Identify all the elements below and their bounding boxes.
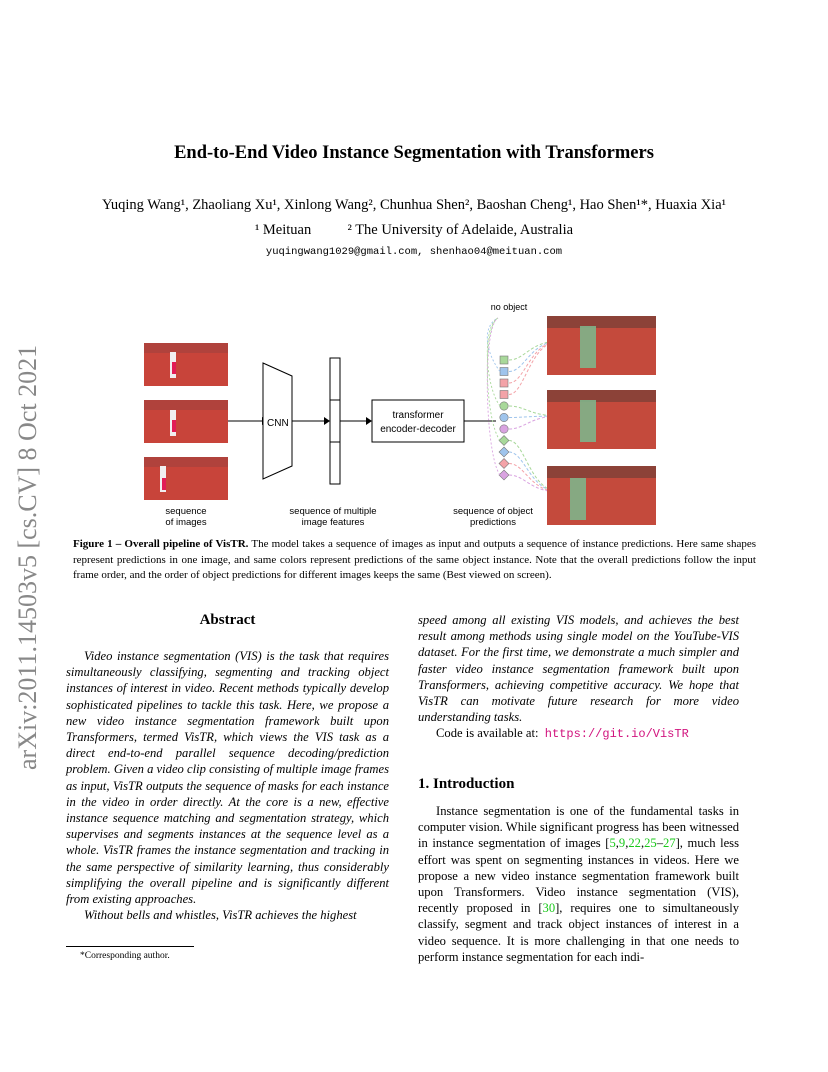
intro-text-1: Instance segmentation is one of the fundamental tasks in computer vision. While significant progress has been witnessed in instance segmentation of images [ xyxy=(418,804,739,851)
prediction-marker xyxy=(500,391,508,399)
abstract-paragraph-2-cont: speed among all existing VIS models, and achieves the best result among methods using single model on the YouTube-VIS dataset. For the first time, we demonstrate a much simpler and faster video instance segmentation framework built upon Transformers, achieving competitive accuracy. We hope that VisTR can motivate future research for more video understanding tasks. xyxy=(418,613,739,725)
code-label: Code is available at: xyxy=(436,726,539,741)
affiliations: ¹ Meituan ² The University of Adelaide, Australia xyxy=(254,222,574,238)
prediction-marker xyxy=(499,436,509,446)
footnote-rule xyxy=(66,946,194,947)
output-frame-3 xyxy=(547,466,656,525)
prediction-marker xyxy=(500,402,508,410)
cnn-label: CNN xyxy=(267,418,289,429)
label-features-1: sequence of multiple xyxy=(289,506,377,517)
output-frame-1 xyxy=(547,316,656,375)
prediction-marker xyxy=(499,459,509,469)
caption-label: Figure 1 – Overall pipeline of VisTR. xyxy=(73,538,249,550)
caption-text: The model takes a sequence of images as input and outputs a sequence of instance predictions. Here same shapes represent predictions in one image, and same colors represent predictions of the same object instance. Note that the overall predictions follow the input frame order, and the order of object predictions for different images keeps the same (Best viewed on screen). xyxy=(73,538,756,581)
transformer-label-1: transformer xyxy=(392,410,444,421)
citation-link[interactable]: 27 xyxy=(663,836,676,851)
no-object-curve xyxy=(487,318,500,441)
label-features-2: image features xyxy=(301,517,365,528)
code-availability xyxy=(418,725,739,742)
code-link[interactable]: https://git.io/VisTR xyxy=(544,727,689,742)
prediction-marker xyxy=(500,356,508,364)
intro-text-3: ], requires one to simultaneously classify, segment and track object instances of interest in a video sequence. It is more challenging in that one needs to perform instance segmentation for each indi- xyxy=(418,901,739,964)
intro-heading: 1. Introduction xyxy=(418,776,515,792)
prediction-marker xyxy=(500,379,508,387)
transformer-block xyxy=(372,400,464,442)
paper-title: End-to-End Video Instance Segmentation with Transformers xyxy=(174,143,654,163)
citation-link[interactable]: 9 xyxy=(618,836,626,851)
no-object-curve xyxy=(487,318,500,406)
author-list: Yuqing Wang¹, Zhaoliang Xu¹, Xinlong Wang², Chunhua Shen², Baoshan Cheng¹, Hao Shen¹*, Huaxia Xia¹ xyxy=(102,197,726,213)
arxiv-stamp-text: arXiv:2011.14503v5 [cs.CV] 8 Oct 2021 xyxy=(13,344,42,770)
prediction-marker xyxy=(500,413,508,421)
no-object-curve xyxy=(487,318,500,372)
figure-caption xyxy=(73,537,756,584)
citation-link[interactable]: 5 xyxy=(609,836,616,851)
prediction-marker xyxy=(499,470,509,480)
citation-link[interactable]: 22 xyxy=(628,836,641,851)
prediction-marker xyxy=(500,368,508,376)
abstract-column-2 xyxy=(418,612,739,743)
feature-column xyxy=(330,358,340,484)
output-frame-2 xyxy=(547,390,656,449)
figure-1 xyxy=(130,296,705,534)
intro-text-2: much less effort was spent on segmenting instances in videos. Here we propose a new video instance segmentation framework built upon Transformers. Video instance segmentation (VIS), recently proposed in [ xyxy=(418,836,739,916)
abstract-paragraph-2: Without bells and whistles, VisTR achieves the highest xyxy=(84,908,357,923)
prediction-markers xyxy=(482,356,509,480)
abstract-heading: Abstract xyxy=(199,612,256,628)
label-preds-1: sequence of object xyxy=(453,506,533,517)
input-frame-2 xyxy=(144,400,228,443)
abstract-column-1 xyxy=(66,648,389,923)
prediction-marker xyxy=(499,447,509,457)
footnote: *Corresponding author. xyxy=(80,951,170,961)
input-frame-3 xyxy=(144,457,228,500)
input-frame-1 xyxy=(144,343,228,386)
label-preds-2: predictions xyxy=(470,517,516,528)
label-images-2: of images xyxy=(165,517,207,528)
abstract-paragraph-1: Video instance segmentation (VIS) is the task that requires simultaneously classifying, segmenting and tracking object instances of interest in video. Recent methods typically develop sophisticated pipelines to tackle this task. Here, we propose a new video instance segmentation framework built upon Transformers, termed VisTR, which views the VIS task as a direct end-to-end parallel sequence decoding/prediction problem. Given a video clip consisting of multiple image frames as input, VisTR outputs the sequence of masks for each instance in the video in order directly. At the core is a new, effective instance sequence matching and segmentation strategy, which supervises and segments instances at the sequence level as a whole. VisTR frames the instance segmentation and tracking in the same perspective of similarity learning, thus considerably simplifying the overall pipeline and is significantly different from existing approaches. xyxy=(66,649,389,907)
author-emails: yuqingwang1029@gmail.com, shenhao04@meituan.com xyxy=(265,246,563,258)
intro-paragraph: Instance segmentation is one of the fundamental tasks in computer vision. While significant progress has been witnessed in instance segmentation of images [5,9,22,25–27], much less effort was spent on segmenting instances in videos. Here we propose a new video instance segmentation framework built upon Transformers. Video instance segmentation (VIS), recently proposed in [30], requires one to simultaneously classify, segment and track object instances of interest in a video sequence. It is more challenging in that one needs to perform instance segmentation for each indi- xyxy=(418,804,739,964)
label-images-1: sequence xyxy=(165,506,207,517)
citation-link[interactable]: 30 xyxy=(542,901,556,916)
arxiv-stamp xyxy=(6,300,46,770)
transformer-label-2: encoder-decoder xyxy=(380,424,456,435)
citation-link[interactable]: 25 xyxy=(644,836,657,851)
prediction-marker xyxy=(500,425,508,433)
no-object-label: no object xyxy=(490,302,528,312)
